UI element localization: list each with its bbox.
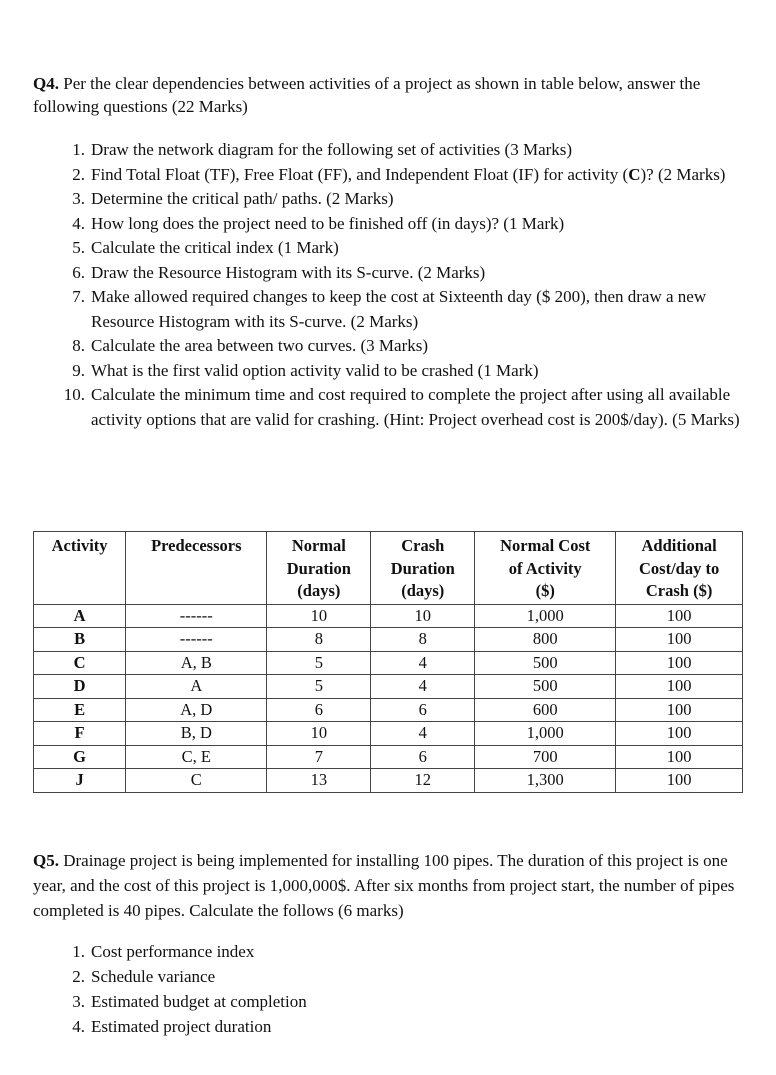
cell-predecessors: C [126, 769, 267, 793]
q4-question-3 [33, 187, 753, 212]
question-number: 1. [72, 140, 85, 159]
q4-question-9 [33, 359, 753, 384]
q5-question-3 [33, 989, 753, 1014]
cell-crash-duration: 12 [371, 769, 475, 793]
table-row [34, 604, 743, 628]
question-number: 3. [72, 189, 85, 208]
q4-question-5 [33, 236, 753, 261]
header-row [34, 532, 743, 605]
question-number: 3. [72, 992, 85, 1011]
cell-crash-duration: 4 [371, 651, 475, 675]
question-text: Make allowed required changes to keep the cost at Sixteenth day ($ 200), then draw a new Resource Histogram with its S-curve. (2 Marks) [91, 287, 707, 331]
cell-normal-duration: 10 [267, 604, 371, 628]
cell-predecessors: A [126, 675, 267, 699]
cell-normal-cost: 700 [475, 745, 616, 769]
q4-question-8 [33, 334, 753, 359]
question-number: 8. [72, 336, 85, 355]
q4-question-2 [33, 163, 753, 188]
cell-normal-cost: 600 [475, 698, 616, 722]
question-text: Draw the network diagram for the following set of activities (3 Marks) [91, 140, 573, 159]
question-text: Schedule variance [91, 967, 216, 986]
cell-additional-cost: 100 [616, 628, 743, 652]
q4-intro-text: Per the clear dependencies between activities of a project as shown in table below, answer the following questions (22 Marks) [33, 74, 701, 116]
q4-question-7 [33, 285, 753, 334]
cell-additional-cost: 100 [616, 651, 743, 675]
cell-predecessors: A, B [126, 651, 267, 675]
cell-activity: G [34, 745, 126, 769]
cell-additional-cost: 100 [616, 604, 743, 628]
activity-table [33, 531, 743, 793]
cell-additional-cost: 100 [616, 722, 743, 746]
cell-activity: C [34, 651, 126, 675]
q5-question-1 [33, 939, 753, 964]
q5-question-2 [33, 964, 753, 989]
question-number: 5. [72, 238, 85, 257]
cell-crash-duration: 6 [371, 698, 475, 722]
question-number: 2. [72, 164, 85, 184]
question-text: Estimated project duration [91, 1017, 272, 1036]
cell-normal-duration: 13 [267, 769, 371, 793]
q5-label: Q5. [33, 851, 59, 870]
cell-predecessors: ------ [126, 628, 267, 652]
question-number: 4. [72, 213, 85, 233]
q5-question-list [33, 939, 753, 1039]
cell-predecessors: C, E [126, 745, 267, 769]
cell-normal-cost: 1,300 [475, 769, 616, 793]
header-predecessors: Predecessors [126, 532, 267, 605]
cell-activity: D [34, 675, 126, 699]
header-normal-cost: Normal Cost of Activity ($) [475, 532, 616, 605]
document-page [33, 72, 753, 1036]
cell-activity: A [34, 604, 126, 628]
cell-normal-duration: 7 [267, 745, 371, 769]
q5-question-4 [33, 1014, 753, 1039]
q4-intro [33, 72, 753, 118]
cell-activity: B [34, 628, 126, 652]
question-number: 4. [72, 1017, 85, 1036]
cell-normal-cost: 800 [475, 628, 616, 652]
cell-activity: E [34, 698, 126, 722]
activity-table-body [34, 604, 743, 792]
question-number: 2. [72, 967, 85, 986]
header-crash-duration: Crash Duration (days) [371, 532, 475, 605]
cell-additional-cost: 100 [616, 769, 743, 793]
question-number: 9. [72, 360, 85, 380]
table-row [34, 628, 743, 652]
question-text: How long does the project need to be finished off (in days)? (1 Mark) [91, 213, 565, 233]
question-text: Calculate the minimum time and cost required to complete the project after using all available activity options that are valid for crashing. (Hint: Project overhead cost is 200$/day). (5 Marks) [91, 385, 740, 429]
cell-normal-cost: 1,000 [475, 722, 616, 746]
cell-normal-duration: 8 [267, 628, 371, 652]
question-number: 7. [72, 287, 85, 306]
question-text: What is the first valid option activity valid to be crashed (1 Mark) [91, 360, 539, 380]
question-activity-emphasis: C [628, 164, 641, 184]
table-row [34, 698, 743, 722]
question-text: Draw the Resource Histogram with its S-curve. (2 Marks) [91, 262, 486, 282]
table-row [34, 769, 743, 793]
question-text: Estimated budget at completion [91, 992, 307, 1011]
q4-question-10 [33, 383, 753, 432]
cell-crash-duration: 10 [371, 604, 475, 628]
q5-section [33, 848, 753, 1039]
table-row [34, 675, 743, 699]
header-additional-cost: Additional Cost/day to Crash ($) [616, 532, 743, 605]
cell-crash-duration: 6 [371, 745, 475, 769]
table-row [34, 722, 743, 746]
cell-normal-duration: 10 [267, 722, 371, 746]
question-text: Determine the critical path/ paths. (2 Marks) [91, 189, 394, 208]
cell-additional-cost: 100 [616, 675, 743, 699]
cell-activity: F [34, 722, 126, 746]
question-text: Cost performance index [91, 942, 255, 961]
question-number: 6. [72, 262, 85, 282]
q5-intro [33, 848, 753, 923]
table-row [34, 651, 743, 675]
q4-label: Q4. [33, 74, 59, 93]
cell-additional-cost: 100 [616, 698, 743, 722]
cell-crash-duration: 4 [371, 675, 475, 699]
q4-question-4 [33, 212, 753, 237]
q5-intro-text: Drainage project is being implemented for installing 100 pipes. The duration of this project is one year, and the cost of this project is 1,000,000$. After six months from project start, the number of pipes completed is 40 pipes. Calculate the follows (6 marks) [33, 851, 735, 920]
question-text: Calculate the area between two curves. (3 Marks) [91, 336, 429, 355]
table-row [34, 745, 743, 769]
cell-normal-cost: 1,000 [475, 604, 616, 628]
cell-crash-duration: 4 [371, 722, 475, 746]
cell-normal-duration: 6 [267, 698, 371, 722]
question-number: 10. [63, 385, 85, 404]
cell-activity: J [34, 769, 126, 793]
cell-predecessors: ------ [126, 604, 267, 628]
cell-predecessors: B, D [126, 722, 267, 746]
header-normal-duration: Normal Duration (days) [267, 532, 371, 605]
cell-predecessors: A, D [126, 698, 267, 722]
cell-normal-duration: 5 [267, 675, 371, 699]
question-text: Calculate the critical index (1 Mark) [91, 238, 339, 257]
cell-normal-cost: 500 [475, 651, 616, 675]
q4-question-list [33, 138, 753, 432]
question-number: 1. [72, 942, 85, 961]
cell-additional-cost: 100 [616, 745, 743, 769]
q4-question-1 [33, 138, 753, 163]
question-text-after: )? (2 Marks) [640, 164, 726, 184]
q4-question-6 [33, 261, 753, 286]
activity-table-header [34, 532, 743, 605]
cell-normal-duration: 5 [267, 651, 371, 675]
cell-normal-cost: 500 [475, 675, 616, 699]
cell-crash-duration: 8 [371, 628, 475, 652]
header-activity: Activity [34, 532, 126, 605]
question-text-before: Find Total Float (TF), Free Float (FF), and Independent Float (IF) for activity ( [91, 164, 629, 184]
